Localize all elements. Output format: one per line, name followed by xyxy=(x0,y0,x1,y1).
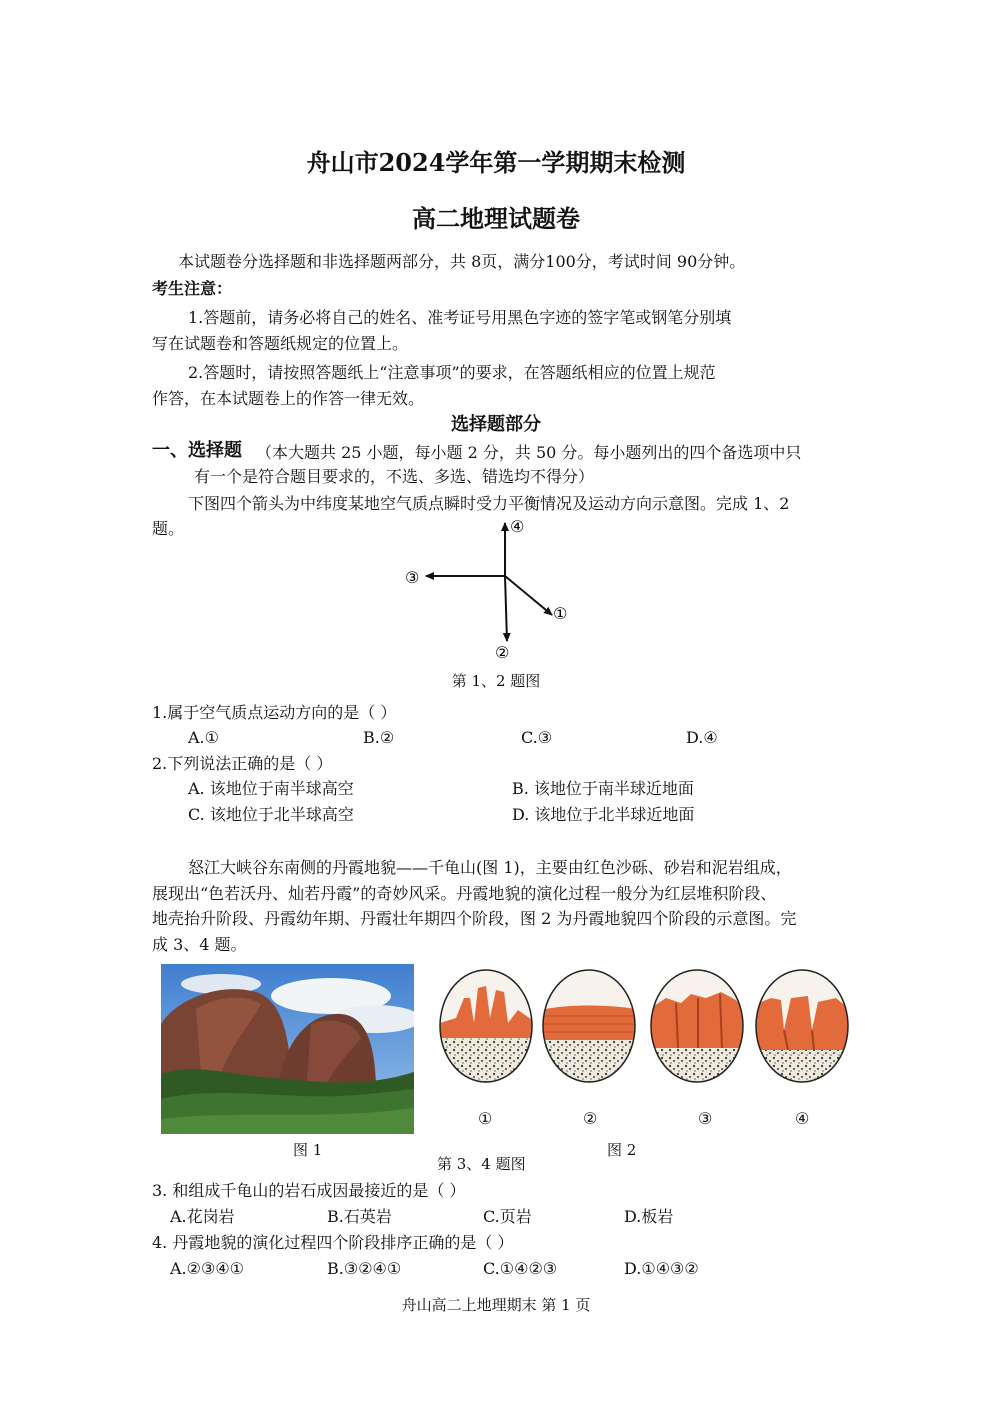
stage-1-circle xyxy=(436,968,536,1088)
arrow-1 xyxy=(505,576,552,615)
exam-title: 舟山市2024学年第一学期期末检测 xyxy=(306,148,686,177)
figure-3-4-caption: 第 3、4 题图 xyxy=(437,1155,526,1173)
notice-item-2-line-2: 作答，在本试题卷上的作答一律无效。 xyxy=(152,389,425,408)
arrow-label-3: ③ xyxy=(405,568,420,587)
arrow-label-4: ④ xyxy=(510,517,525,536)
question-3: 3. 和组成千龟山的岩石成因最接近的是（ ） xyxy=(152,1181,466,1200)
stage-label-2: ② xyxy=(583,1109,598,1128)
notice-item-1-line-1: 1.答题前，请务必将自己的姓名、准考证号用黑色字迹的签字笔或钢笔分别填 xyxy=(188,308,732,327)
question-3-option-c: C.页岩 xyxy=(483,1207,532,1226)
stage-4-circle xyxy=(751,968,856,1088)
stage-2-circle xyxy=(536,968,646,1088)
part-description-line-1: （本大题共 25 小题，每小题 2 分，共 50 分。每小题列出的四个备选项中只 xyxy=(256,443,802,462)
notice-label: 考生注意： xyxy=(152,279,233,298)
group1-stem-line-2: 题。 xyxy=(152,519,185,538)
danxia-landscape-photo xyxy=(161,964,414,1134)
intro-text: 本试题卷分选择题和非选择题两部分，共 8页，满分100分，考试时间 90分钟。 xyxy=(178,252,746,271)
group2-stem-line-1: 怒江大峡谷东南侧的丹霞地貌——千龟山(图 1)，主要由红色沙砾、砂岩和泥岩组成， xyxy=(188,858,792,877)
group2-stem-line-2: 展现出“色若沃丹、灿若丹霞”的奇妙风采。丹霞地貌的演化过程一般分为红层堆积阶段、 xyxy=(152,884,777,903)
question-4-option-c: C.①④②③ xyxy=(483,1259,558,1278)
notice-item-1-line-2: 写在试题卷和答题纸规定的位置上。 xyxy=(152,334,409,353)
page-footer: 舟山高二上地理期末 第 1 页 xyxy=(401,1296,591,1314)
figure-2-caption: 图 2 xyxy=(607,1141,637,1159)
question-4: 4. 丹霞地貌的演化过程四个阶段排序正确的是（ ） xyxy=(152,1233,514,1252)
question-1-option-a: A.① xyxy=(188,728,219,747)
question-3-option-d: D.板岩 xyxy=(624,1207,674,1226)
question-2-option-b: B. 该地位于南半球近地面 xyxy=(512,779,694,798)
group2-stem-line-4: 成 3、4 题。 xyxy=(152,935,247,954)
question-3-option-b: B.石英岩 xyxy=(327,1207,392,1226)
part-description-line-2: 有一个是符合题目要求的，不选、多选、错选均不得分） xyxy=(194,467,595,486)
arrow-label-1: ① xyxy=(553,604,568,623)
question-2-option-d: D. 该地位于北半球近地面 xyxy=(512,805,695,824)
arrow-2 xyxy=(505,576,507,641)
question-4-option-a: A.②③④① xyxy=(170,1259,245,1278)
stage-label-1: ① xyxy=(478,1109,493,1128)
stage-label-3: ③ xyxy=(698,1109,713,1128)
question-2-option-a: A. 该地位于南半球高空 xyxy=(188,779,354,798)
question-1: 1.属于空气质点运动方向的是（ ） xyxy=(152,703,397,722)
question-1-option-d: D.④ xyxy=(686,728,718,747)
section-heading: 选择题部分 xyxy=(451,414,541,435)
notice-item-2-line-1: 2.答题时，请按照答题纸上“注意事项”的要求，在答题纸相应的位置上规范 xyxy=(188,363,716,382)
question-1-option-b: B.② xyxy=(363,728,395,747)
group1-stem-line-1: 下图四个箭头为中纬度某地空气质点瞬时受力平衡情况及运动方向示意图。完成 1、2 xyxy=(188,494,790,513)
arrow-label-2: ② xyxy=(495,643,510,662)
danxia-stages-diagram xyxy=(436,968,856,1088)
question-1-option-c: C.③ xyxy=(521,728,553,747)
question-2-option-c: C. 该地位于北半球高空 xyxy=(188,805,354,824)
part-title: 一、选择题 xyxy=(152,440,242,461)
figure-1-caption: 图 1 xyxy=(293,1141,323,1159)
figure-1-2-caption: 第 1、2 题图 xyxy=(451,672,541,690)
stage-3-circle xyxy=(646,968,756,1088)
question-2: 2.下列说法正确的是（ ） xyxy=(152,754,333,773)
exam-subtitle: 高二地理试题卷 xyxy=(412,204,580,233)
question-4-option-d: D.①④③② xyxy=(624,1259,699,1278)
stage-label-4: ④ xyxy=(795,1109,810,1128)
question-4-option-b: B.③②④① xyxy=(327,1259,402,1278)
group2-stem-line-3: 地壳抬升阶段、丹霞幼年期、丹霞壮年期四个阶段，图 2 为丹霞地貌四个阶段的示意图。完 xyxy=(152,909,797,928)
force-balance-diagram xyxy=(395,515,585,663)
question-3-option-a: A.花岗岩 xyxy=(170,1207,235,1226)
